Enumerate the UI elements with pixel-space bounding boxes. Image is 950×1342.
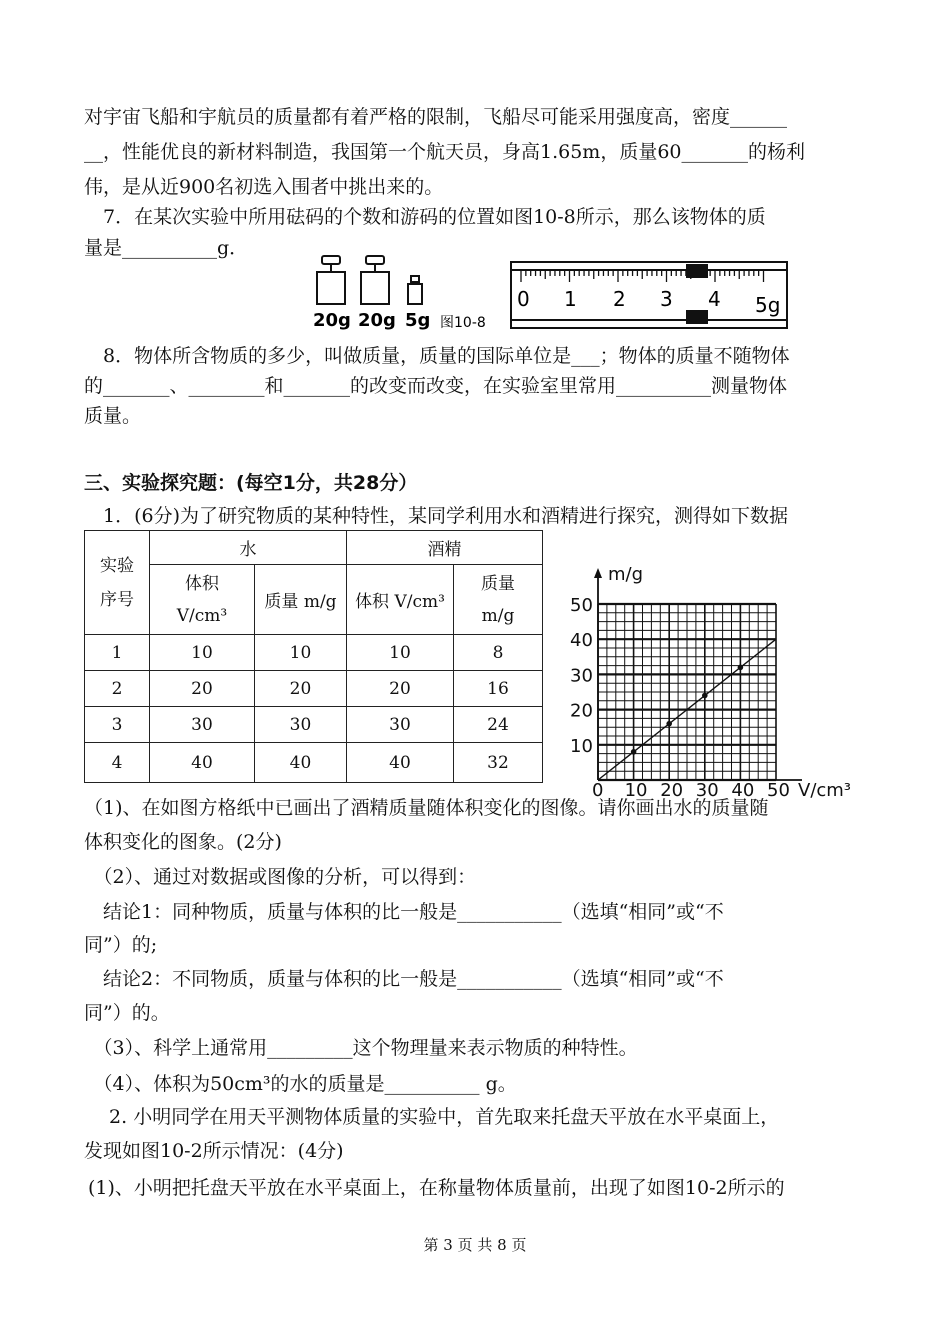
header-index: 实验序号 [85, 531, 150, 635]
text-line-1: 对宇宙飞船和宇航员的质量都有着严格的限制，飞船尽可能采用强度高，密度______ [84, 106, 788, 128]
y-axis-arrow [594, 568, 602, 578]
mass-volume-chart [568, 556, 868, 806]
weight-5g [408, 276, 422, 304]
conclusion-2-line-2: 同”）的。 [84, 1002, 170, 1024]
conclusion-1-line-2: 同”）的; [84, 934, 158, 956]
scale-label-1: 1 [564, 287, 577, 311]
page-footer: 第 3 页 共 8 页 [423, 1236, 527, 1254]
weight-label-1: 20g [313, 310, 351, 331]
weight-label-2: 20g [358, 310, 396, 331]
rider-bottom [686, 310, 708, 324]
part-1-line-1: （1)、在如图方格纸中已画出了酒精质量随体积变化的图像。请你画出水的质量随 [84, 797, 769, 819]
cell: 24 [454, 707, 543, 743]
y-tick-label: 10 [570, 735, 593, 757]
header-water-volume: 体积 V/cm³ [150, 565, 255, 635]
x-tick-label: 30 [695, 780, 719, 801]
figure-10-8-label: 图10-8 [440, 315, 486, 331]
cell: 10 [255, 635, 347, 671]
weight-20g-b [361, 256, 389, 304]
cell: 20 [255, 671, 347, 707]
question-7: 7．在某次实验中所用砝码的个数和游码的位置如图10-8所示，那么该物体的质 [84, 206, 766, 228]
scale-label-5: 5g [755, 293, 781, 317]
cell: 30 [150, 707, 255, 743]
scale-label-0: 0 [517, 287, 530, 311]
y-axis-label: m/g [608, 564, 644, 585]
part-1-line-2: 体积变化的图象。(2分) [84, 831, 282, 853]
question-8: 8．物体所含物质的多少，叫做质量，质量的国际单位是___；物体的质量不随物体 [84, 345, 790, 367]
data-point [738, 665, 744, 671]
table-row [85, 635, 543, 671]
part-4: （4）、体积为50cm³的水的质量是__________ g。 [84, 1073, 517, 1095]
y-tick-label: 20 [570, 700, 593, 722]
cell: 16 [454, 671, 543, 707]
header-alcohol-mass: 质量 m/g [454, 565, 543, 635]
cell: 30 [347, 707, 454, 743]
x-tick-label: 50 [767, 780, 790, 801]
data-table [84, 530, 543, 783]
scale-label-3: 3 [660, 287, 673, 311]
question-2-line-2: 发现如图10-2所示情况：(4分) [84, 1140, 344, 1162]
question-8-line-3: 质量。 [84, 405, 142, 427]
question-7-answer-line: 量是__________g． [84, 237, 249, 259]
section-3-heading: 三、实验探究题：(每空1分，共28分） [84, 472, 418, 494]
x-tick-label: 10 [624, 780, 648, 801]
y-tick-label: 40 [570, 630, 593, 652]
cell: 2 [85, 671, 150, 707]
cell: 40 [347, 743, 454, 783]
scale-label-4: 4 [708, 287, 721, 311]
text-line-2: __，性能优良的新材料制造，我国第一个航天员，身高1.65m，质量60_______的杨利 [84, 141, 805, 163]
cell: 20 [150, 671, 255, 707]
header-water: 水 [150, 531, 347, 565]
cell: 40 [150, 743, 255, 783]
table-row [85, 671, 543, 707]
rider-scale [511, 262, 787, 328]
header-water-mass: 质量 m/g [255, 565, 347, 635]
x-tick-label: 0 [592, 780, 604, 801]
cell: 8 [454, 635, 543, 671]
table-row [85, 707, 543, 743]
cell: 10 [347, 635, 454, 671]
cell: 1 [85, 635, 150, 671]
data-point [702, 693, 708, 699]
weight-label-3: 5g [405, 310, 431, 331]
figure-10-8 [308, 252, 798, 334]
cell: 32 [454, 743, 543, 783]
rider-top [686, 264, 708, 278]
y-tick-label: 30 [570, 665, 593, 687]
cell: 20 [347, 671, 454, 707]
cell: 10 [150, 635, 255, 671]
x-axis-label: V/cm³ [798, 780, 852, 801]
part-2: （2）、通过对数据或图像的分析，可以得到： [84, 866, 477, 888]
data-point [631, 749, 637, 755]
question-2-part-1: (1)、小明把托盘天平放在水平桌面上，在称量物体质量前，出现了如图10-2所示的 [88, 1177, 785, 1199]
scale-label-2: 2 [613, 287, 626, 311]
header-alcohol: 酒精 [347, 531, 543, 565]
cell: 40 [255, 743, 347, 783]
header-alcohol-volume: 体积 V/cm³ [347, 565, 454, 635]
weight-20g-a [317, 256, 345, 304]
cell: 30 [255, 707, 347, 743]
conclusion-2: 结论2：不同物质，质量与体积的比一般是___________（选填“相同”或“不 [84, 968, 724, 990]
experiment-1: 1．(6分)为了研究物质的某种特性，某同学利用水和酒精进行探究，测得如下数据 [84, 505, 789, 527]
text-line-3: 伟，是从近900名初选入围者中挑出来的。 [84, 176, 444, 198]
x-tick-label: 40 [731, 780, 755, 801]
cell: 3 [85, 707, 150, 743]
part-3: （3）、科学上通常用_________这个物理量来表示物质的种特性。 [84, 1037, 638, 1059]
table-row [85, 743, 543, 783]
conclusion-1: 结论1：同种物质，质量与体积的比一般是___________（选填“相同”或“不 [84, 901, 724, 923]
data-point [666, 721, 672, 727]
question-8-line-2: 的_______、________和_______的改变而改变，在实验室里常用__________测量物体 [84, 375, 788, 397]
question-2: 2. 小明同学在用天平测物体质量的实验中，首先取来托盘天平放在水平桌面上， [84, 1106, 780, 1128]
y-tick-label: 50 [570, 595, 593, 616]
x-tick-label: 20 [660, 780, 684, 801]
cell: 4 [85, 743, 150, 783]
